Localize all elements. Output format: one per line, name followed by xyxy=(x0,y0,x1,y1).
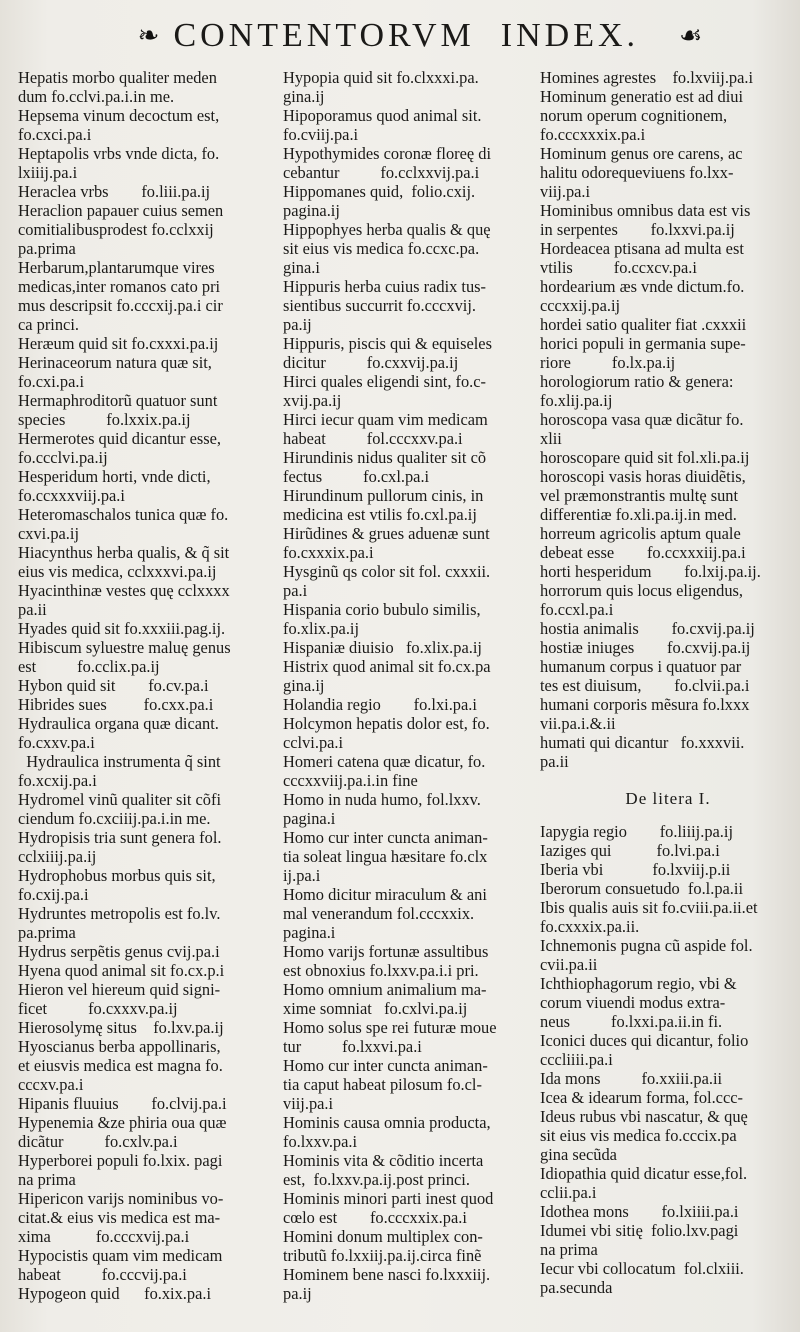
index-entry: Hesperidum horti, vnde dicti, fo.ccxxxviij.pa.i xyxy=(18,467,211,505)
index-entry: Hyoscianus berba appollinaris, et eiusvis medica est magna fo. cccxv.pa.i xyxy=(18,1037,223,1094)
index-entry: Iecur vbi collocatum fol.clxiii. pa.secunda xyxy=(540,1259,744,1297)
index-entry: Hippuris herba cuius radix tus- sientibus succurrit fo.cccxvij. pa.ij xyxy=(283,277,487,334)
index-entry: Ideus rubus vbi nascatur, & quę sit eius vis medica fo.cccix.pa gina secũda xyxy=(540,1107,748,1164)
index-entry: humati qui dicantur fo.xxxvii. pa.ii xyxy=(540,733,745,771)
index-entry: Hippophyes herba qualis & quę sit eius vis medica fo.ccxc.pa. gina.i xyxy=(283,220,491,277)
index-entry: horici populi in germania supe- riore fo.lx.pa.ij xyxy=(540,334,746,372)
index-entry: Hydruntes metropolis est fo.lv. pa.prima xyxy=(18,904,221,942)
title-word-2: INDEX. xyxy=(500,17,640,54)
index-entry: Homo varijs fortunæ assultibus est obnoxius fo.lxxv.pa.i.i pri. xyxy=(283,942,489,980)
index-entry: Homo cur inter cuncta animan- tia caput habeat pilosum fo.cl- viij.pa.i xyxy=(283,1056,488,1113)
index-entry: Hominem bene nasci fo.lxxxiij. pa.ij xyxy=(283,1265,491,1303)
index-entry: Hermerotes quid dicantur esse, fo.ccclvi.pa.ij xyxy=(18,429,221,467)
index-entry: Hipericon varijs nominibus vo- citat.& eius vis medica est ma- xima fo.cccxvij.pa.i xyxy=(18,1189,224,1246)
index-entry: hostia animalis fo.cxvij.pa.ij xyxy=(540,619,755,638)
index-entry: horoscopa vasa quæ dicãtur fo. xlii xyxy=(540,410,744,448)
fleuron-left-icon: ❧ xyxy=(137,21,160,51)
index-entry: Heraclion papauer cuius semen comitialibusprodest fo.cclxxij pa.prima xyxy=(18,201,224,258)
index-entry: Hyacinthinæ vestes quę cclxxxx pa.ii xyxy=(18,581,230,619)
index-entry: Ida mons fo.xxiii.pa.ii xyxy=(540,1069,723,1088)
index-entry: Herbarum,plantarumque vires medicas,inter romanos cato pri mus descripsit fo.cccxij.pa.i cir ca princi. xyxy=(18,258,223,334)
index-entry: humanum corpus i quatuor par tes est diuisum, fo.clvii.pa.i xyxy=(540,657,750,695)
index-entry: Homo dicitur miraculum & ani mal venerandum fol.cccxxix. pagina.i xyxy=(283,885,487,942)
fleuron-right-icon: ☙ xyxy=(679,21,703,51)
index-entry: Hierosolymę situs fo.lxv.pa.ij xyxy=(18,1018,224,1037)
index-entry: Hypenemia &ze phiria oua quæ dicãtur fo.cxlv.pa.i xyxy=(18,1113,227,1151)
index-entry: Holandia regio fo.lxi.pa.i xyxy=(283,695,477,714)
index-entry: Ichthiophagorum regio, vbi & corum viuendi modus extra- neus fo.lxxi.pa.ii.in fi. xyxy=(540,974,737,1031)
index-entry: Hominis minori parti inest quod cœlo est fo.cccxxix.pa.i xyxy=(283,1189,494,1227)
index-entry: Iconici duces qui dicantur, folio cccliiii.pa.i xyxy=(540,1031,749,1069)
index-column-1 xyxy=(18,68,268,1318)
index-entry: Heteromaschalos tunica quæ fo. cxvi.pa.ij xyxy=(18,505,229,543)
index-entry: Heraclea vrbs fo.liii.pa.ij xyxy=(18,182,211,201)
index-entry: Heptapolis vrbs vnde dicta, fo. lxiiij.pa.i xyxy=(18,144,220,182)
index-entry: Homeri catena quæ dicatur, fo. cccxxviij.pa.i.in fine xyxy=(283,752,486,790)
index-entry: hordei satio qualiter fiat .cxxxii xyxy=(540,315,747,334)
index-entry: Herinaceorum natura quæ sit, fo.cxi.pa.i xyxy=(18,353,212,391)
index-entry: hordearium æs vnde dictum.fo. cccxxij.pa.ij xyxy=(540,277,745,315)
index-entry: Hypopia quid sit fo.clxxxi.pa. gina.ij xyxy=(283,68,479,106)
index-entry: Hirci iecur quam vim medicam habeat fol.cccxxv.pa.i xyxy=(283,410,488,448)
index-entry: Hydrophobus morbus quis sit, fo.cxij.pa.i xyxy=(18,866,216,904)
index-entry: Hydraulica instrumenta q̃ sint fo.xcxij.pa.i xyxy=(18,752,221,790)
index-entry: Homo in nuda humo, fol.lxxv. pagina.i xyxy=(283,790,481,828)
index-entry: Hirũdines & grues aduenæ sunt fo.cxxxix.pa.i xyxy=(283,524,490,562)
index-entry: Iapygia regio fo.liiij.pa.ij xyxy=(540,822,733,841)
index-entry: Hirundinis nidus qualiter sit cõ fectus fo.cxl.pa.i xyxy=(283,448,487,486)
page-header xyxy=(137,14,703,58)
index-entry: Hyperborei populi fo.lxix. pagi na prima xyxy=(18,1151,223,1189)
title-word-1: CONTENTORVM xyxy=(173,17,475,54)
index-entry: Hypothymides coronæ floreę di cebantur fo.cclxxvij.pa.i xyxy=(283,144,492,182)
index-entry: Hydrus serpẽtis genus cvij.pa.i xyxy=(18,942,220,961)
index-entry: Hirci quales eligendi sint, fo.c- xvij.pa.ij xyxy=(283,372,487,410)
index-entry: Ichnemonis pugna cũ aspide fol. cvii.pa.ii xyxy=(540,936,753,974)
index-entry: Hyena quod animal sit fo.cx.p.i xyxy=(18,961,225,980)
index-entry: Hieron vel hiereum quid signi- ficet fo.cxxxv.pa.ij xyxy=(18,980,221,1018)
index-entry: Hirundinum pullorum cinis, in medicina est vtilis fo.cxl.pa.ij xyxy=(283,486,484,524)
index-entry: Hominibus omnibus data est vis in serpentes fo.lxxvi.pa.ij xyxy=(540,201,751,239)
index-entry: Hipoporamus quod animal sit. fo.cviij.pa.i xyxy=(283,106,482,144)
index-entry: Hydraulica organa quæ dicant. fo.cxxv.pa.i xyxy=(18,714,219,752)
index-entry: Hominis vita & cõditio incerta est, fo.lxxv.pa.ij.post princi. xyxy=(283,1151,484,1189)
index-entry: hostiæ iniuges fo.cxvij.pa.ij xyxy=(540,638,751,657)
index-entry: Homo solus spe rei futuræ moue tur fo.lxxvi.pa.i xyxy=(283,1018,497,1056)
index-entry: Idumei vbi sitię folio.lxv.pagi na prima xyxy=(540,1221,739,1259)
page-title xyxy=(173,17,665,55)
index-entry: Idiopathia quid dicatur esse,fol. cclii.pa.i xyxy=(540,1164,748,1202)
index-column-3 xyxy=(540,68,796,1318)
index-entry: Hordeacea ptisana ad multa est vtilis fo.ccxcv.pa.i xyxy=(540,239,744,277)
index-entry: Hominum generatio est ad diui norum operum cognitionem, fo.cccxxxix.pa.i xyxy=(540,87,744,144)
index-entry: Heræum quid sit fo.cxxxi.pa.ij xyxy=(18,334,219,353)
index-entry: Hominis causa omnia producta, fo.lxxv.pa.i xyxy=(283,1113,491,1151)
index-entry: horti hesperidum fo.lxij.pa.ij. xyxy=(540,562,761,581)
index-entry: Hypogeon quid fo.xix.pa.i xyxy=(18,1284,212,1303)
index-entry: Homini donum multiplex con- tributũ fo.lxxiij.pa.ij.circa finẽ xyxy=(283,1227,483,1265)
index-entry: horoscopare quid sit fol.xli.pa.ij xyxy=(540,448,750,467)
index-entry: Hipanis fluuius fo.clvij.pa.i xyxy=(18,1094,227,1113)
index-entry: Ibis qualis auis sit fo.cviii.pa.ii.et fo.cxxxix.pa.ii. xyxy=(540,898,758,936)
index-entry: horoscopi vasis horas diuidẽtis, vel præmonstrantis multę sunt differentiæ fo.xli.pa.ij.in med. xyxy=(540,467,746,524)
index-entry: Hibiscum syluestre maluę genus est fo.cclix.pa.ij xyxy=(18,638,231,676)
index-entry: Hominum genus ore carens, ac halitu odorequeviuens fo.lxx- viij.pa.i xyxy=(540,144,743,201)
index-entry: horrorum quis locus eligendus, fo.ccxl.pa.i xyxy=(540,581,744,619)
index-entry: Hysginũ qs color sit fol. cxxxii. pa.i xyxy=(283,562,491,600)
index-column-2 xyxy=(283,68,535,1318)
index-entry: Homines agrestes fo.lxviij.pa.i xyxy=(540,68,754,87)
index-entry: Hippomanes quid, folio.cxij. pagina.ij xyxy=(283,182,476,220)
index-entry: Iberorum consuetudo fo.l.pa.ii xyxy=(540,879,744,898)
index-entry: Hepsema vinum decoctum est, fo.cxci.pa.i xyxy=(18,106,220,144)
index-entry: Iberia vbi fo.lxviij.p.ii xyxy=(540,860,731,879)
index-entry: Hydromel vinũ qualiter sit cõfi ciendum fo.cxciiij.pa.i.in me. xyxy=(18,790,222,828)
index-columns xyxy=(18,68,794,1318)
index-entry: Hibrides sues fo.cxx.pa.i xyxy=(18,695,214,714)
index-entry: Holcymon hepatis dolor est, fo. cclvi.pa.i xyxy=(283,714,490,752)
index-entry: Hiacynthus herba qualis, & q̃ sit eius vis medica, cclxxxvi.pa.ij xyxy=(18,543,230,581)
index-entry: Hispaniæ diuisio fo.xlix.pa.ij xyxy=(283,638,482,657)
index-entry: Hermaphroditorũ quatuor sunt species fo.lxxix.pa.ij xyxy=(18,391,218,429)
index-entry: Icea & idearum forma, fol.ccc- xyxy=(540,1088,743,1107)
index-entry: Homo cur inter cuncta animan- tia soleat lingua hæsitare fo.clx ij.pa.i xyxy=(283,828,488,885)
index-entry: horologiorum ratio & genera: fo.xlij.pa.ij xyxy=(540,372,734,410)
index-entry: Hypocistis quam vim medicam habeat fo.cccvij.pa.i xyxy=(18,1246,223,1284)
index-entry: Histrix quod animal sit fo.cx.pa gina.ij xyxy=(283,657,491,695)
index-entry: Idothea mons fo.lxiiii.pa.i xyxy=(540,1202,739,1221)
index-entry: Hybon quid sit fo.cv.pa.i xyxy=(18,676,209,695)
section-heading: De litera I. xyxy=(625,789,711,808)
index-entry: Hepatis morbo qualiter meden dum fo.cclvi.pa.i.in me. xyxy=(18,68,217,106)
index-entry: Homo omnium animalium ma- xime somniat fo.cxlvi.pa.ij xyxy=(283,980,487,1018)
index-entry: Iaziges qui fo.lvi.pa.i xyxy=(540,841,720,860)
index-entry: Hispania corio bubulo similis, fo.xlix.pa.ij xyxy=(283,600,481,638)
index-entry: humani corporis mẽsura fo.lxxx vii.pa.i.&.ii xyxy=(540,695,750,733)
index-entry: Hyades quid sit fo.xxxiii.pag.ij. xyxy=(18,619,226,638)
index-entry: Hydropisis tria sunt genera fol. cclxiiij.pa.ij xyxy=(18,828,222,866)
index-entry: Hippuris, piscis qui & equiseles dicitur fo.cxxvij.pa.ij xyxy=(283,334,492,372)
index-entry: horreum agricolis aptum quale debeat esse fo.ccxxxiij.pa.i xyxy=(540,524,746,562)
